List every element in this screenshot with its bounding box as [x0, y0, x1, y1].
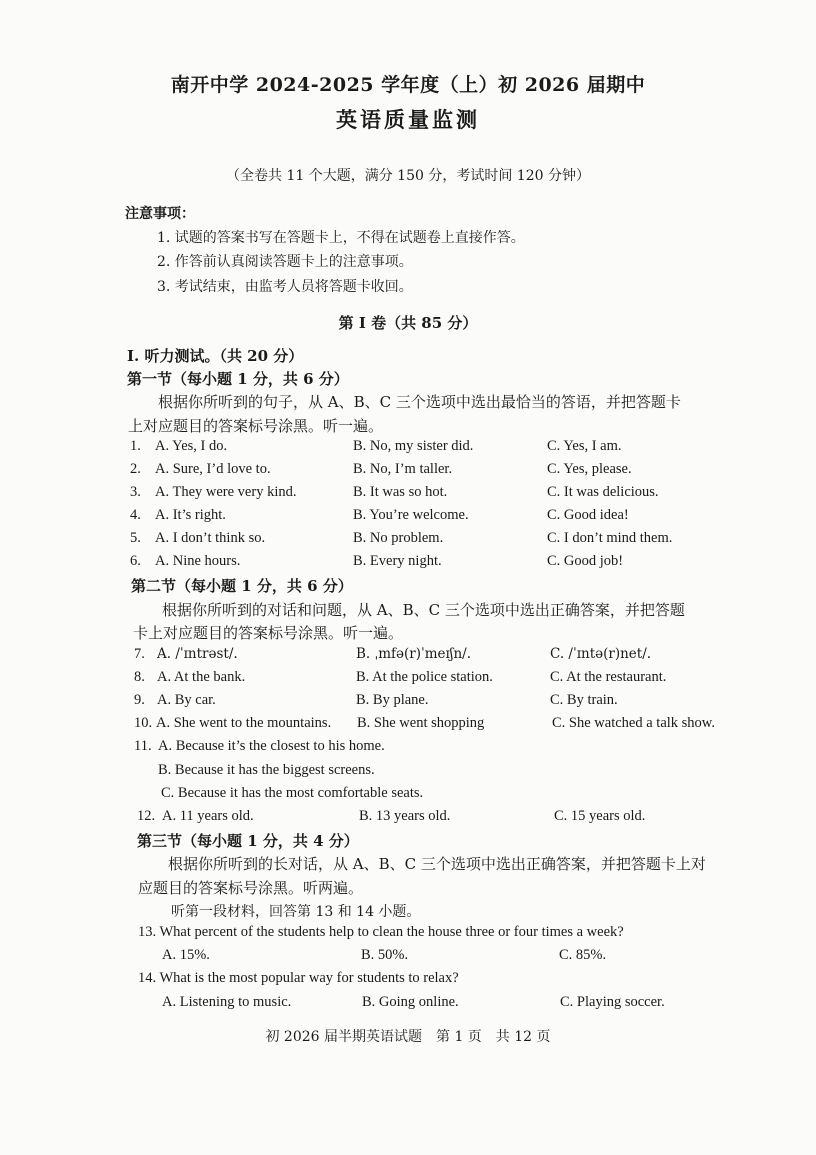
question-number: 5.	[130, 530, 141, 546]
option-b: B. Because it has the biggest screens.	[158, 762, 375, 778]
option-c: C. /ˈɪntə(r)net/.	[550, 646, 652, 662]
option-c: C. It was delicious.	[547, 484, 659, 500]
option-b: B. At the police station.	[356, 669, 493, 685]
section1-instruction-cont: 上对应题目的答案标号涂黑。听一遍。	[128, 417, 384, 435]
option-c: C. Good idea!	[547, 507, 629, 523]
question-number: 12.	[137, 808, 156, 824]
note-item: 3. 考试结束，由监考人员将答题卡收回。	[157, 279, 413, 295]
notes-heading: 注意事项：	[125, 206, 195, 222]
question-number: 9.	[134, 692, 145, 708]
note-item: 2. 作答前认真阅读答题卡上的注意事项。	[157, 254, 413, 270]
option-c: C. She watched a talk show.	[552, 715, 715, 731]
section3-instruction: 根据你所听到的长对话，从 A、B、C 三个选项中选出正确答案，并把答题卡上对	[168, 855, 706, 873]
option-b: B. ˌmfə(r)ˈmeɪʃn/.	[356, 646, 472, 662]
option-c: C. By train.	[550, 692, 618, 708]
option-c: C. Yes, please.	[547, 461, 632, 477]
option-b: B. Going online.	[362, 994, 459, 1010]
exam-info: （全卷共 11 个大题，满分 150 分，考试时间 120 分钟）	[226, 168, 590, 184]
option-b: B. Every night.	[353, 553, 442, 569]
section3-instruction-cont: 应题目的答案标号涂黑。听两遍。	[138, 879, 364, 897]
question-number: 1.	[130, 438, 141, 454]
exam-subtitle: 英语质量监测	[336, 107, 480, 132]
section3-title: 第三节（每小题 1 分，共 4 分）	[137, 832, 359, 850]
question-number: 2.	[130, 461, 141, 477]
material-note: 听第一段材料，回答第 13 和 14 小题。	[171, 904, 421, 920]
section2-title: 第二节（每小题 1 分，共 6 分）	[131, 577, 353, 595]
question-number: 11.	[134, 738, 152, 754]
section1-title: 第一节（每小题 1 分，共 6 分）	[127, 370, 349, 388]
question-number: 6.	[130, 553, 141, 569]
option-b: B. No problem.	[353, 530, 444, 546]
option-a: A. /ˈɪntrəst/.	[157, 646, 238, 662]
option-a: A. Nine hours.	[155, 553, 241, 569]
option-b: B. It was so hot.	[353, 484, 448, 500]
option-b: B. 13 years old.	[359, 808, 451, 824]
option-c: C. Yes, I am.	[547, 438, 622, 454]
option-c: C. Playing soccer.	[560, 994, 665, 1010]
option-c: C. 85%.	[559, 947, 607, 963]
option-c: C. Because it has the most comfortable seats.	[161, 785, 424, 801]
option-b: B. 50%.	[361, 947, 409, 963]
option-a: A. Sure, I’d love to.	[155, 461, 271, 477]
section2-instruction: 根据你所听到的对话和问题，从 A、B、C 三个选项中选出正确答案，并把答题	[162, 601, 685, 619]
option-a: A. 11 years old.	[162, 808, 254, 824]
option-c: C. Good job!	[547, 553, 624, 569]
option-a: A. Because it’s the closest to his home.	[158, 738, 385, 754]
note-item: 1. 试题的答案书写在答题卡上，不得在试题卷上直接作答。	[157, 230, 525, 246]
exam-title: 南开中学 2024-2025 学年度（上）初 2026 届期中	[170, 74, 646, 96]
option-b: B. You’re welcome.	[353, 507, 469, 523]
option-a: A. Yes, I do.	[155, 438, 228, 454]
section2-instruction-cont: 卡上对应题目的答案标号涂黑。听一遍。	[133, 624, 404, 642]
option-a: A. 15%.	[162, 947, 210, 963]
section1-instruction: 根据你所听到的句子，从 A、B、C 三个选项中选出最恰当的答语，并把答题卡	[158, 393, 681, 411]
question-number: 7.	[134, 646, 145, 662]
question-13-stem: 13. What percent of the students help to clean the house three or four times a week?	[138, 924, 624, 940]
option-a: A. They were very kind.	[155, 484, 297, 500]
option-b: B. No, I’m taller.	[353, 461, 453, 477]
question-number: 10.	[134, 715, 153, 731]
option-a: A. At the bank.	[157, 669, 246, 685]
option-b: B. By plane.	[356, 692, 429, 708]
question-number: 4.	[130, 507, 141, 523]
option-a: A. By car.	[157, 692, 216, 708]
question-number: 3.	[130, 484, 141, 500]
page-footer: 初 2026 届半期英语试题 第 1 页 共 12 页	[265, 1029, 551, 1045]
option-a: A. She went to the mountains.	[156, 715, 332, 731]
option-c: C. I don’t mind them.	[547, 530, 673, 546]
question-number: 8.	[134, 669, 145, 685]
question-14-stem: 14. What is the most popular way for students to relax?	[138, 970, 459, 986]
option-a: A. Listening to music.	[162, 994, 292, 1010]
option-b: B. No, my sister did.	[353, 438, 474, 454]
part-title: 第 I 卷（共 85 分）	[338, 314, 478, 332]
option-a: A. I don’t think so.	[155, 530, 266, 546]
listening-heading: I. 听力测试。（共 20 分）	[127, 347, 304, 365]
option-c: C. At the restaurant.	[550, 669, 667, 685]
option-a: A. It’s right.	[155, 507, 226, 523]
option-c: C. 15 years old.	[554, 808, 646, 824]
option-b: B. She went shopping	[357, 715, 485, 731]
